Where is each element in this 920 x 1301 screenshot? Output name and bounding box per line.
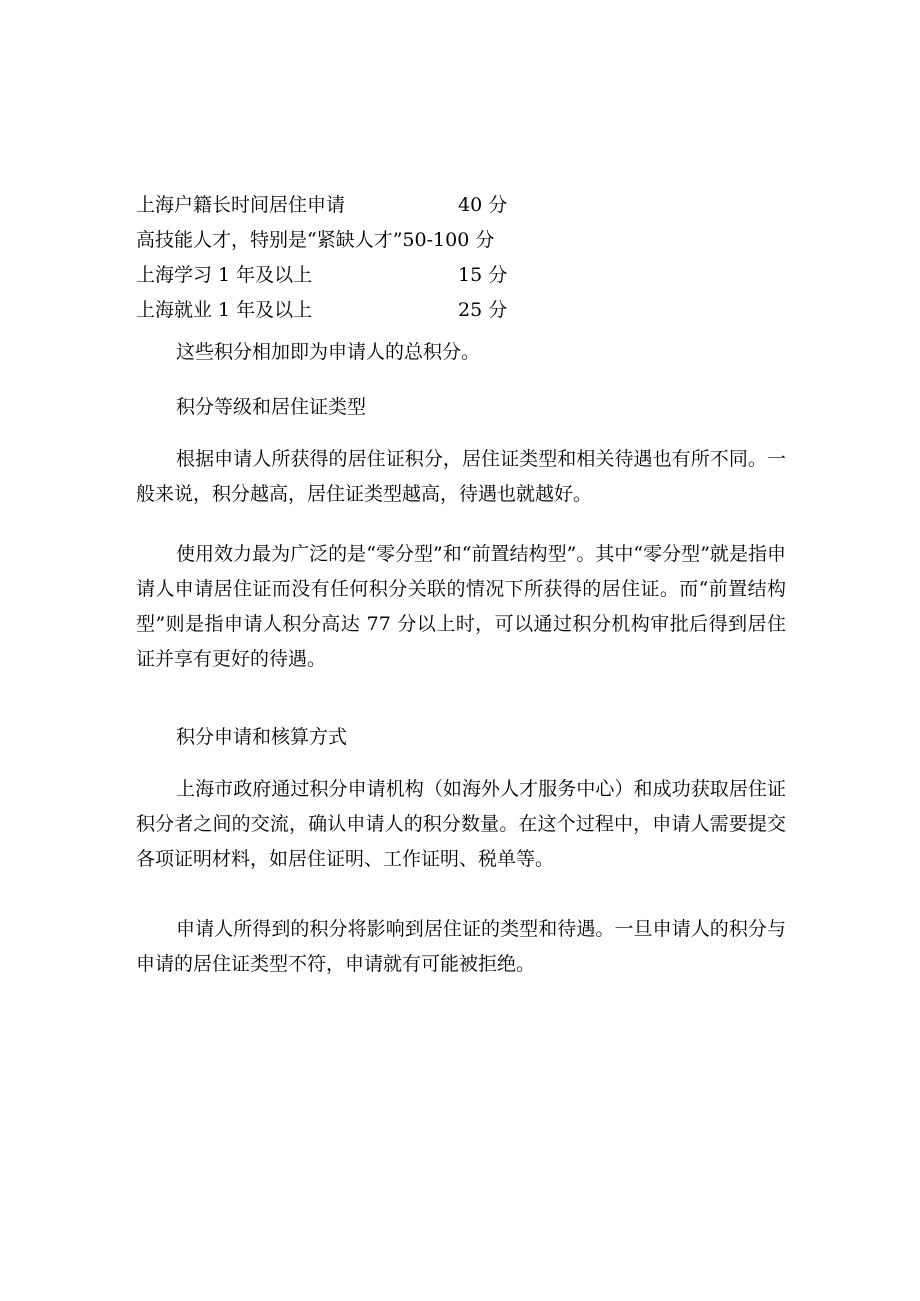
total-note: 这些积分相加即为申请人的总积分。 bbox=[176, 341, 481, 363]
paragraph-impact: 申请人所得到的积分将影响到居住证的类型和待遇。一旦申请人的积分与申请的居住证类型不符，申请就有可能被拒绝。 bbox=[136, 918, 786, 975]
paragraph-types: 使用效力最为广泛的是“零分型”和“前置结构型”。其中“零分型”就是指申请人申请居住证而没有任何积分关联的情况下所获得的居住证。而“前置结构型”则是指申请人积分高达 77 分以上时，可以通过积分机构审批后得到居住证并享有更好的待遇。 bbox=[136, 543, 786, 670]
score-item-value: 40 分 bbox=[458, 194, 508, 216]
section-heading-levels: 积分等级和居住证类型 bbox=[176, 396, 367, 418]
score-item-label: 高技能人才，特别是“紧缺人才”50-100 分 bbox=[136, 229, 495, 251]
score-item-label: 上海就业 1 年及以上 bbox=[136, 299, 313, 321]
score-item-value: 25 分 bbox=[458, 299, 508, 321]
score-item-label: 上海学习 1 年及以上 bbox=[136, 264, 313, 286]
paragraph-levels-intro: 根据申请人所获得的居住证积分，居住证类型和相关待遇也有所不同。一般来说，积分越高，居住证类型越高，待遇也就越好。 bbox=[136, 448, 786, 505]
section-heading-application: 积分申请和核算方式 bbox=[176, 726, 348, 748]
score-item-label: 上海户籍长时间居住申请 bbox=[136, 194, 346, 216]
score-item-value: 15 分 bbox=[458, 264, 508, 286]
paragraph-application: 上海市政府通过积分申请机构（如海外人才服务中心）和成功获取居住证积分者之间的交流，确认申请人的积分数量。在这个过程中，申请人需要提交各项证明材料，如居住证明、工作证明、税单等。 bbox=[136, 778, 786, 870]
